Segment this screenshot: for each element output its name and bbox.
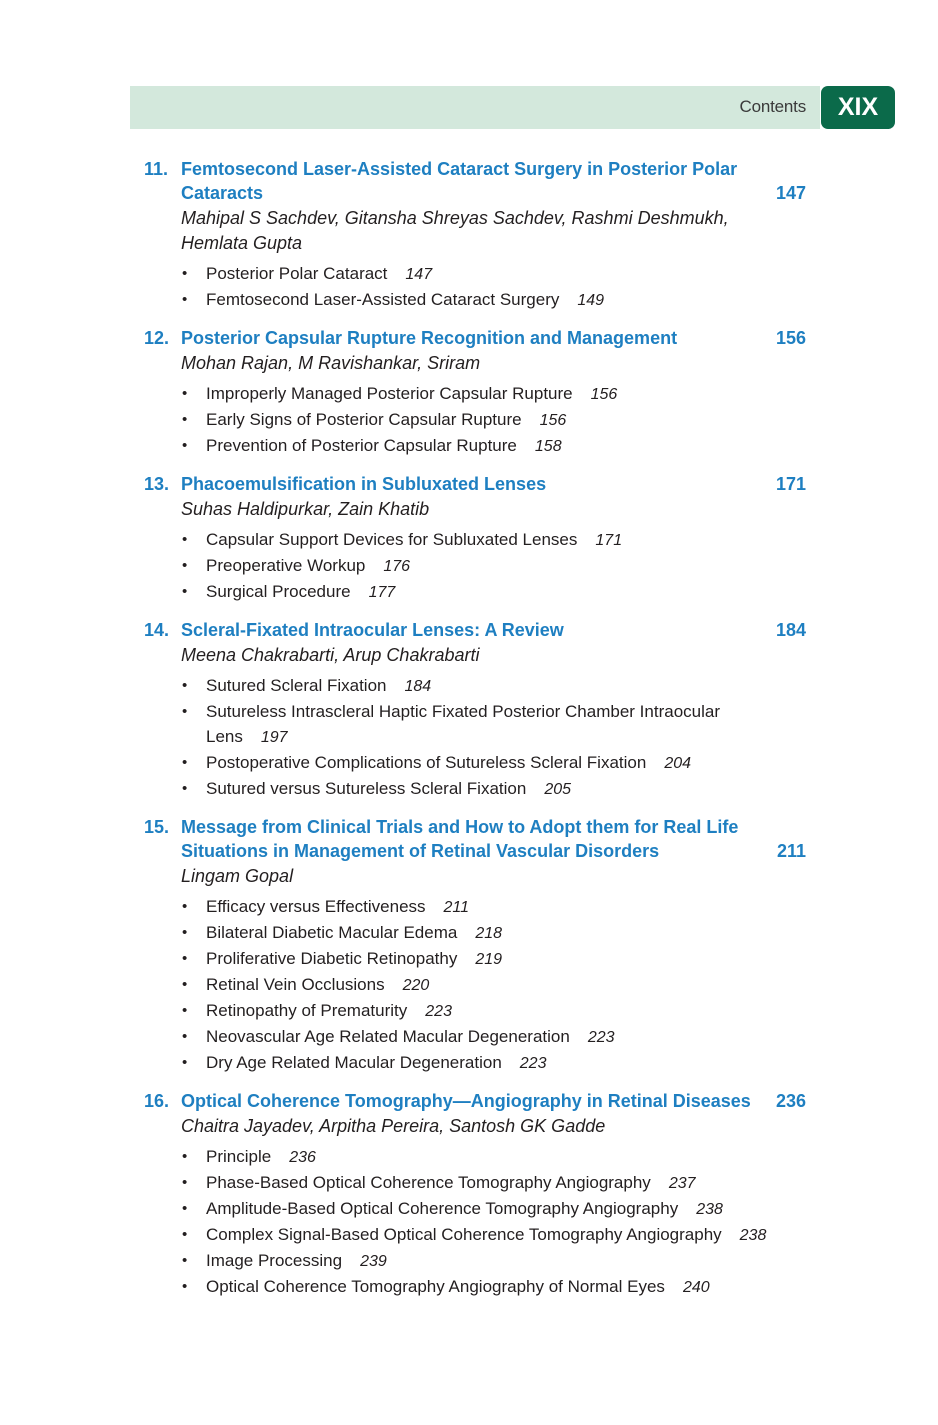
section-label: Contents xyxy=(739,97,806,116)
topic-title: Prevention of Posterior Capsular Rupture xyxy=(206,436,517,455)
topic-item[interactable] xyxy=(182,1196,806,1222)
topic-title: Principle xyxy=(206,1147,272,1166)
topic-item[interactable] xyxy=(182,261,806,287)
bullet-icon: • xyxy=(182,677,188,694)
topic-item[interactable] xyxy=(182,1144,806,1170)
chapter-number: 13. xyxy=(144,474,170,494)
bullet-icon: • xyxy=(182,1226,188,1243)
topic-title: Femtosecond Laser-Assisted Cataract Surgery xyxy=(206,290,560,309)
chapter-authors: Suhas Haldipurkar, Zain Khatib xyxy=(181,499,430,519)
topic-title: Sutured Scleral Fixation xyxy=(206,676,387,695)
topic-page-number: 236 xyxy=(289,1149,316,1166)
chapter-number: 14. xyxy=(144,620,170,640)
chapter-entry xyxy=(0,157,938,313)
bullet-icon: • xyxy=(182,1054,188,1071)
chapter-entry xyxy=(0,1089,938,1300)
topic-page-number: 238 xyxy=(739,1227,767,1244)
topic-item[interactable] xyxy=(182,381,806,407)
topic-item[interactable] xyxy=(182,750,806,776)
bullet-icon: • xyxy=(182,291,188,308)
chapter-title[interactable]: Scleral-Fixated Intraocular Lenses: A Review xyxy=(181,620,564,640)
chapter-title[interactable]: Femtosecond Laser-Assisted Cataract Surgery in Posterior Polar Cataracts xyxy=(181,159,738,203)
chapter-heading[interactable] xyxy=(0,472,938,496)
topic-item[interactable] xyxy=(182,699,806,750)
topic-list xyxy=(0,673,938,802)
topic-page-number: 184 xyxy=(404,678,432,695)
topic-title: Retinopathy of Prematurity xyxy=(206,1001,408,1020)
chapter-authors: Meena Chakrabarti, Arup Chakrabarti xyxy=(181,645,480,665)
chapter-authors: Chaitra Jayadev, Arpitha Pereira, Santosh GK Gadde xyxy=(181,1116,606,1136)
topic-title: Capsular Support Devices for Subluxated Lenses xyxy=(206,530,578,549)
bullet-icon: • xyxy=(182,1278,188,1295)
chapter-number: 15. xyxy=(144,817,170,837)
bullet-icon: • xyxy=(182,1028,188,1045)
bullet-icon: • xyxy=(182,898,188,915)
bullet-icon: • xyxy=(182,437,188,454)
table-of-contents xyxy=(0,157,938,1313)
chapter-title[interactable]: Phacoemulsification in Subluxated Lenses xyxy=(181,474,547,494)
topic-page-number: 177 xyxy=(368,584,396,601)
topic-title: Sutured versus Sutureless Scleral Fixation xyxy=(206,779,527,798)
chapter-page-number: 171 xyxy=(775,474,806,494)
topic-item[interactable] xyxy=(182,1248,806,1274)
topic-title: Bilateral Diabetic Macular Edema xyxy=(206,923,458,942)
topic-item[interactable] xyxy=(182,1024,806,1050)
bullet-icon: • xyxy=(182,1174,188,1191)
chapter-title[interactable]: Message from Clinical Trials and How to Adopt them for Real Life Situations in Management of Retinal Vascular Disorders xyxy=(181,817,739,861)
header-bar xyxy=(130,86,820,129)
chapter-number: 12. xyxy=(144,328,170,348)
chapter-entry xyxy=(0,326,938,459)
chapter-title[interactable]: Optical Coherence Tomography—Angiography in Retinal Diseases xyxy=(181,1091,751,1111)
topic-page-number: 220 xyxy=(402,977,430,994)
topic-list xyxy=(0,1144,938,1300)
topic-title: Preoperative Workup xyxy=(206,556,366,575)
bullet-icon: • xyxy=(182,703,188,720)
topic-item[interactable] xyxy=(182,579,806,605)
topic-list xyxy=(0,261,938,313)
chapter-entry xyxy=(0,815,938,1076)
topic-page-number: 176 xyxy=(383,558,411,575)
topic-page-number: 204 xyxy=(664,755,692,772)
topic-list xyxy=(0,381,938,459)
chapter-entry xyxy=(0,472,938,605)
topic-title: Surgical Procedure xyxy=(206,582,351,601)
bullet-icon: • xyxy=(182,411,188,428)
topic-page-number: 240 xyxy=(682,1279,710,1296)
topic-item[interactable] xyxy=(182,433,806,459)
bullet-icon: • xyxy=(182,531,188,548)
bullet-icon: • xyxy=(182,385,188,402)
topic-item[interactable] xyxy=(182,998,806,1024)
topic-item[interactable] xyxy=(182,1274,806,1300)
topic-item[interactable] xyxy=(182,673,806,699)
bullet-icon: • xyxy=(182,265,188,282)
topic-item[interactable] xyxy=(182,946,806,972)
bullet-icon: • xyxy=(182,1252,188,1269)
topic-page-number: 223 xyxy=(425,1003,452,1020)
bullet-icon: • xyxy=(182,557,188,574)
topic-title: Image Processing xyxy=(206,1251,343,1270)
topic-title: Efficacy versus Effectiveness xyxy=(206,897,426,916)
topic-item[interactable] xyxy=(182,553,806,579)
topic-item[interactable] xyxy=(182,972,806,998)
topic-title: Postoperative Complications of Sutureless Scleral Fixation xyxy=(206,753,647,772)
chapter-heading[interactable] xyxy=(0,618,938,642)
chapter-page-number: 211 xyxy=(776,841,806,861)
topic-page-number: 223 xyxy=(519,1055,547,1072)
chapter-number: 11. xyxy=(144,159,169,179)
topic-list xyxy=(0,894,938,1076)
topic-page-number: 238 xyxy=(696,1201,723,1218)
topic-title: Early Signs of Posterior Capsular Rupture xyxy=(206,410,522,429)
topic-title: Proliferative Diabetic Retinopathy xyxy=(206,949,458,968)
chapter-heading[interactable] xyxy=(0,815,938,863)
bullet-icon: • xyxy=(182,1200,188,1217)
topic-page-number: 223 xyxy=(587,1029,615,1046)
topic-item[interactable] xyxy=(182,407,806,433)
topic-item[interactable] xyxy=(182,920,806,946)
bullet-icon: • xyxy=(182,924,188,941)
topic-page-number: 171 xyxy=(595,532,623,549)
bullet-icon: • xyxy=(182,1002,188,1019)
topic-item[interactable] xyxy=(182,527,806,553)
topic-item[interactable] xyxy=(182,776,806,802)
chapter-number: 16. xyxy=(144,1091,170,1111)
chapter-heading[interactable] xyxy=(0,326,938,350)
topic-page-number: 218 xyxy=(475,925,503,942)
topic-page-number: 205 xyxy=(544,781,572,798)
chapter-title[interactable]: Posterior Capsular Rupture Recognition and Management xyxy=(181,328,678,348)
topic-title: Phase-Based Optical Coherence Tomography Angiography xyxy=(206,1173,651,1192)
topic-title: Retinal Vein Occlusions xyxy=(206,975,385,994)
topic-page-number: 219 xyxy=(475,951,503,968)
topic-item[interactable] xyxy=(182,1050,806,1076)
topic-page-number: 149 xyxy=(577,292,605,309)
topic-title: Neovascular Age Related Macular Degeneration xyxy=(206,1027,570,1046)
topic-page-number: 237 xyxy=(668,1175,696,1192)
chapter-authors: Mohan Rajan, M Ravishankar, Sriram xyxy=(181,353,481,373)
topic-page-number: 239 xyxy=(360,1253,387,1270)
topic-page-number: 156 xyxy=(539,412,567,429)
bullet-icon: • xyxy=(182,950,188,967)
bullet-icon: • xyxy=(182,780,188,797)
topic-list xyxy=(0,527,938,605)
topic-title: Sutureless Intrascleral Haptic Fixated Posterior Chamber Intraocular Lens xyxy=(206,702,720,746)
topic-page-number: 211 xyxy=(443,899,470,916)
topic-title: Amplitude-Based Optical Coherence Tomography Angiography xyxy=(206,1199,679,1218)
topic-page-number: 197 xyxy=(260,729,288,746)
bullet-icon: • xyxy=(182,754,188,771)
bullet-icon: • xyxy=(182,1148,188,1165)
chapter-authors: Lingam Gopal xyxy=(181,866,294,886)
bullet-icon: • xyxy=(182,976,188,993)
chapter-heading[interactable] xyxy=(0,157,938,205)
topic-title: Posterior Polar Cataract xyxy=(206,264,388,283)
chapter-page-number: 147 xyxy=(775,183,806,203)
chapter-authors: Mahipal S Sachdev, Gitansha Shreyas Sachdev, Rashmi Deshmukh, Hemlata Gupta xyxy=(181,208,729,253)
chapter-heading[interactable] xyxy=(0,1089,938,1113)
topic-title: Optical Coherence Tomography Angiography of Normal Eyes xyxy=(206,1277,665,1296)
topic-page-number: 158 xyxy=(534,438,562,455)
chapter-page-number: 156 xyxy=(775,328,806,348)
chapter-page-number: 184 xyxy=(775,620,806,640)
topic-title: Dry Age Related Macular Degeneration xyxy=(206,1053,502,1072)
page-numeral-badge: XIX xyxy=(821,86,895,129)
chapter-page-number: 236 xyxy=(775,1091,806,1111)
bullet-icon: • xyxy=(182,583,188,600)
topic-item[interactable] xyxy=(182,1170,806,1196)
topic-page-number: 156 xyxy=(590,386,618,403)
topic-item[interactable] xyxy=(182,894,806,920)
chapter-entry xyxy=(0,618,938,802)
topic-title: Complex Signal-Based Optical Coherence Tomography Angiography xyxy=(206,1225,722,1244)
topic-item[interactable] xyxy=(182,1222,806,1248)
topic-title: Improperly Managed Posterior Capsular Rupture xyxy=(206,384,573,403)
topic-item[interactable] xyxy=(182,287,806,313)
topic-page-number: 147 xyxy=(405,266,433,283)
